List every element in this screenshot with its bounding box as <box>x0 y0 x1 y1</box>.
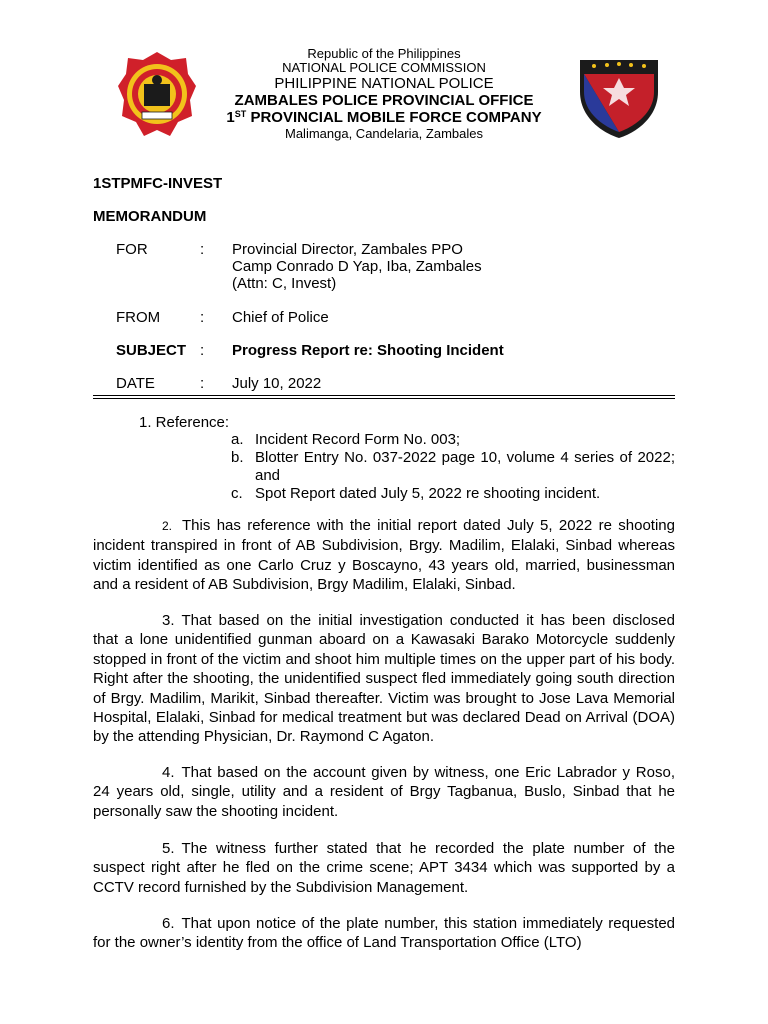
provincial-office-line: ZAMBALES POLICE PROVINCIAL OFFICE <box>234 92 534 109</box>
reference-item <box>231 485 675 503</box>
from-colon: : <box>200 309 205 326</box>
subject-value <box>232 342 672 359</box>
paragraph-number: 4. <box>162 764 175 781</box>
body-paragraph <box>93 516 675 595</box>
paragraph-number: 6. <box>162 915 175 932</box>
date-value-text: July 10, 2022 <box>232 375 322 392</box>
pnp-line: PHILIPPINE NATIONAL POLICE <box>274 75 494 92</box>
body-paragraph <box>93 914 675 953</box>
reference-text: Spot Report dated July 5, 2022 re shooting incident. <box>255 485 601 502</box>
reference-marker: b. <box>231 449 244 466</box>
paragraph-number: 3. <box>162 612 175 629</box>
date-value <box>232 375 672 392</box>
company-line <box>150 109 618 126</box>
company-line-superscript: ST <box>234 109 247 119</box>
for-label: FOR <box>116 241 148 258</box>
letterhead <box>150 47 618 141</box>
body-paragraph <box>93 763 675 821</box>
divider-line <box>93 398 675 399</box>
subject-label: SUBJECT <box>116 342 187 359</box>
reference-item <box>231 449 675 485</box>
from-value-text: Chief of Police <box>232 309 329 326</box>
pmfc-shield-icon <box>574 52 664 140</box>
divider-line <box>93 395 675 396</box>
paragraph-text: That based on the account given by witness, one Eric Labrador y Roso, 24 years old, single, utility and a resident of Brgy Tagbanua, Buslo, Sinbad that he personally saw the shooting incident. <box>93 764 675 820</box>
napolcom-line: NATIONAL POLICE COMMISSION <box>282 60 486 75</box>
reference-marker: c. <box>231 485 243 502</box>
paragraph-number: 2. <box>162 519 173 533</box>
paragraph-number: 5. <box>162 840 175 857</box>
reference-list <box>231 431 675 503</box>
for-value-line: Camp Conrado D Yap, Iba, Zambales <box>232 258 482 275</box>
for-value-line: Provincial Director, Zambales PPO <box>232 241 463 258</box>
reference-marker: a. <box>231 431 244 448</box>
paragraph-text: This has reference with the initial report dated July 5, 2022 re shooting incident transpired in front of AB Subdivision, Brgy. Madilim, Elalaki, Sinbad whereas victim identified as one Carlo Cruz y Boscayno, 43 years old, married, businessman and a resident of AB Subdivision, Brgy Madilim, Elalaki, Sinbad. <box>93 517 675 594</box>
address-line: Malimanga, Candelaria, Zambales <box>285 126 483 141</box>
reference-code: 1STPMFC-INVEST <box>93 175 223 192</box>
for-value-line: (Attn: C, Invest) <box>232 275 337 292</box>
from-label: FROM <box>116 309 161 326</box>
subject-value-text: Progress Report re: Shooting Incident <box>232 342 504 359</box>
for-colon: : <box>200 241 205 258</box>
body-paragraph <box>93 611 675 747</box>
paragraph-text: That upon notice of the plate number, this station immediately requested for the owner’s identity from the office of Land Transportation Office (LTO) <box>93 915 675 952</box>
from-value <box>232 309 672 326</box>
subject-colon: : <box>200 342 205 359</box>
company-line-prefix: 1 <box>226 109 235 126</box>
company-line-rest: PROVINCIAL MOBILE FORCE COMPANY <box>246 109 542 126</box>
reference-heading: 1. Reference: <box>139 414 230 431</box>
date-colon: : <box>200 375 205 392</box>
reference-text: Incident Record Form No. 003; <box>255 431 461 448</box>
reference-text: Blotter Entry No. 037-2022 page 10, volume 4 series of 2022; and <box>255 449 675 484</box>
memo-title: MEMORANDUM <box>93 208 207 225</box>
body-paragraph <box>93 839 675 897</box>
date-label: DATE <box>116 375 155 392</box>
paragraph-text: The witness further stated that he recorded the plate number of the suspect right after he fled on the crime scene; APT 3434 which was supported by a CCTV record furnished by the Subdivision Management. <box>93 840 675 896</box>
republic-line: Republic of the Philippines <box>307 46 461 61</box>
reference-item <box>231 431 675 449</box>
for-value <box>232 241 672 292</box>
paragraph-text: That based on the initial investigation conducted it has been disclosed that a lone unidentified gunman aboard on a Kawasaki Barako Motorcycle suddenly stopped in front of the victim and shoot him multiple times on the upper part of his body. Right after the shooting, the unidentified suspect fled immediately going south direction of Brgy. Madilim, Marikit, Sinbad thereafter. Victim was brought to Jose Lava Memorial Hospital, Elalaki, Sinbad for medical treatment but was declared Dead on Arrival (DOA) by the attending Physician, Dr. Raymond C Agaton. <box>93 612 675 746</box>
